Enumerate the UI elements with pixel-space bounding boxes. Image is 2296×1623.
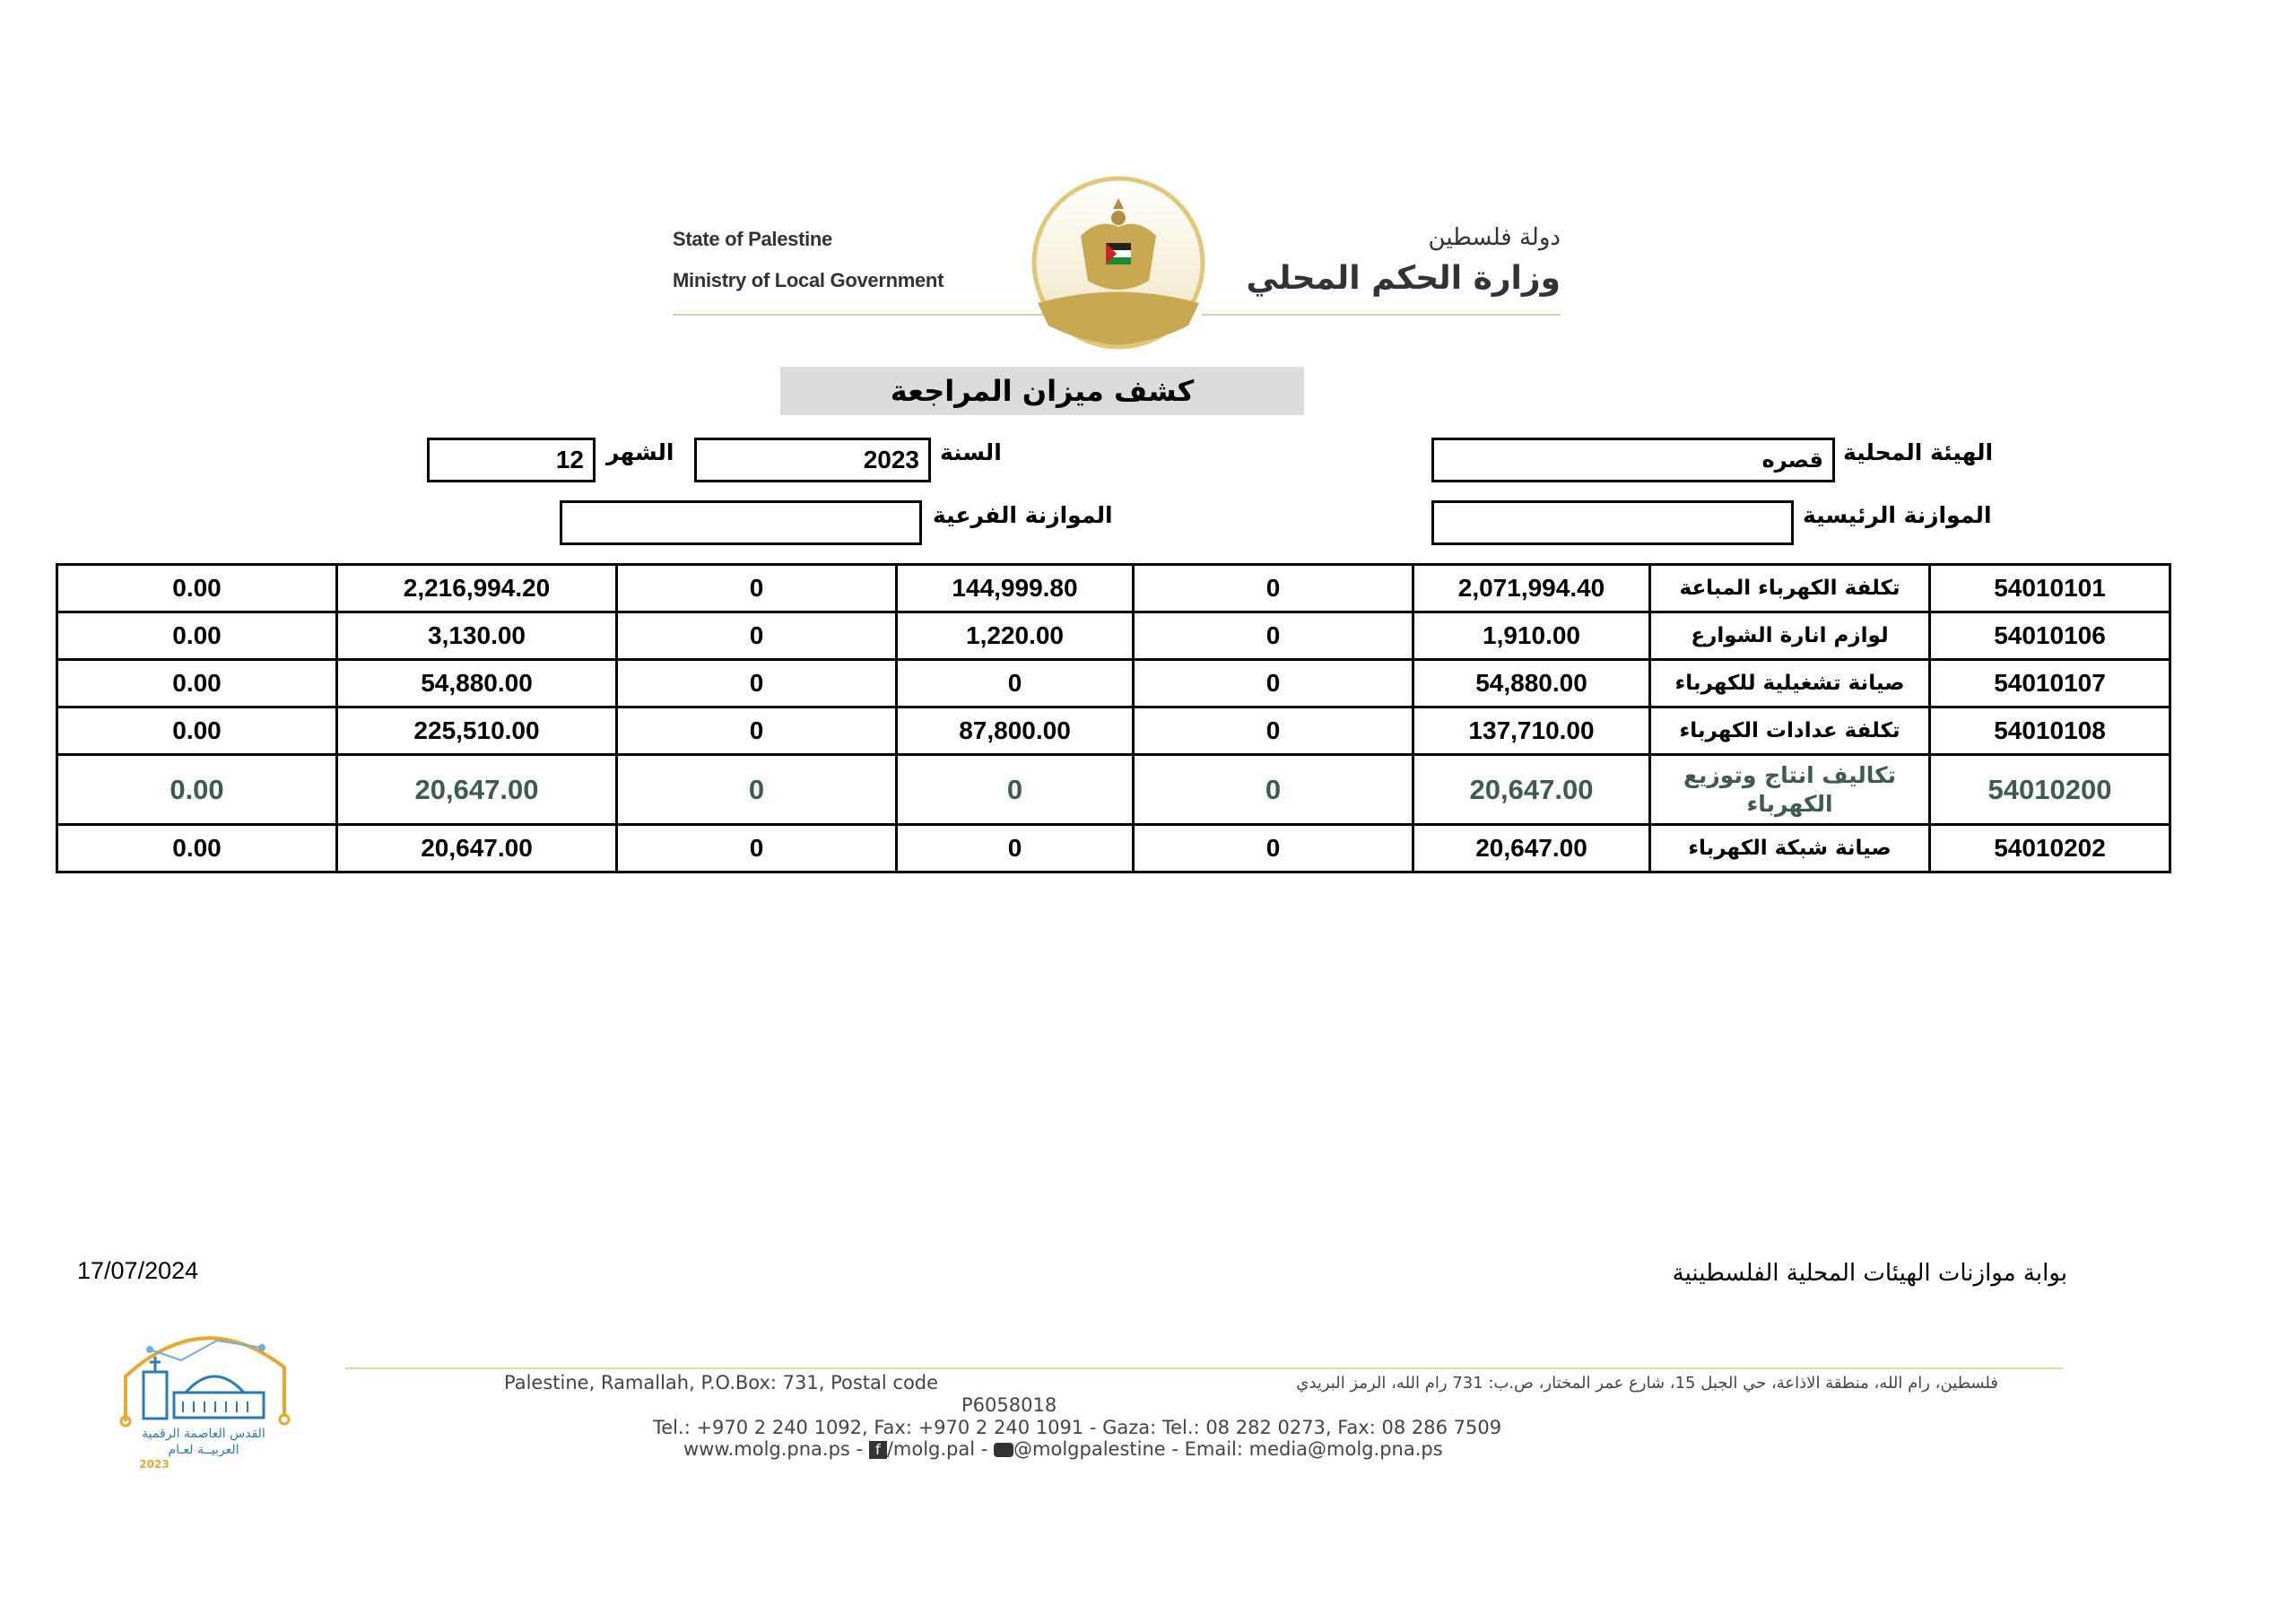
- account-code-cell: 54010200: [1930, 755, 2170, 825]
- amount-cell-c5: 225,510.00: [337, 707, 617, 755]
- address-en-line1: Palestine, Ramallah, P.O.Box: 731, Postal code: [504, 1372, 939, 1393]
- amount-cell-c6: 0.00: [57, 565, 337, 612]
- social-email-text: @molgpalestine - Email: media@molg.pna.ps: [1013, 1438, 1443, 1460]
- amount-cell-c6: 0.00: [57, 707, 337, 755]
- table-row: [57, 565, 2170, 612]
- amount-cell-c3: 0: [897, 660, 1134, 707]
- local-body-value: قصره: [1761, 447, 1823, 473]
- contact-phones: Tel.: +970 2 240 1092, Fax: +970 2 240 1091 - Gaza: Tel.: 08 282 0273, Fax: 08 286 7509: [653, 1417, 1502, 1438]
- header-ar-line2: وزارة الحكم المحلي: [1246, 260, 1561, 297]
- footer-rule: [345, 1367, 2063, 1369]
- account-code-cell: 54010106: [1930, 612, 2170, 660]
- amount-cell-c2: 0: [1134, 707, 1413, 755]
- account-name-cell: تكلفة الكهرباء المباعة: [1650, 565, 1930, 612]
- amount-cell-c5: 54,880.00: [337, 660, 617, 707]
- amount-cell-c3: 87,800.00: [897, 707, 1134, 755]
- header-ar-line1: دولة فلسطين: [1428, 224, 1561, 251]
- main-budget-field[interactable]: [1431, 500, 1794, 545]
- table-row: [57, 612, 2170, 660]
- header-rule-right: [1202, 314, 1561, 316]
- report-date: 17/07/2024: [77, 1257, 199, 1284]
- facebook-icon: f: [869, 1441, 887, 1459]
- jerusalem-digital-capital-logo: [100, 1314, 307, 1471]
- address-ar: فلسطين، رام الله، منطقة الاذاعة، حي الجبل 15، شارع عمر المختار، ص.ب: 731 رام الله، الرمز البريدي: [1296, 1374, 1998, 1393]
- amount-cell-c2: 0: [1134, 825, 1413, 872]
- account-name-cell: صيانة شبكة الكهرباء: [1650, 825, 1930, 872]
- header-rule-left: [673, 314, 1045, 316]
- amount-cell-c6: 0.00: [57, 825, 337, 872]
- amount-cell-c4: 0: [617, 825, 897, 872]
- local-body-field[interactable]: [1431, 438, 1835, 482]
- amount-cell-c1: 1,910.00: [1413, 612, 1650, 660]
- account-code-cell: 54010108: [1930, 707, 2170, 755]
- amount-cell-c5: 20,647.00: [337, 755, 617, 825]
- amount-cell-c2: 0: [1134, 612, 1413, 660]
- account-code-cell: 54010101: [1930, 565, 2170, 612]
- amount-cell-c5: 2,216,994.20: [337, 565, 617, 612]
- amount-cell-c2: 0: [1134, 660, 1413, 707]
- account-name-cell: لوازم انارة الشوارع: [1650, 612, 1930, 660]
- contact-web: [683, 1438, 1443, 1460]
- main-budget-label: الموازنة الرئيسية: [1803, 502, 1992, 528]
- header-en-line1: State of Palestine: [673, 228, 832, 250]
- amount-cell-c1: 20,647.00: [1413, 825, 1650, 872]
- amount-cell-c2: 0: [1134, 755, 1413, 825]
- amount-cell-c2: 0: [1134, 565, 1413, 612]
- amount-cell-c1: 20,647.00: [1413, 755, 1650, 825]
- account-code-cell: 54010107: [1930, 660, 2170, 707]
- youtube-icon: [994, 1443, 1013, 1457]
- table-row: [57, 660, 2170, 707]
- sub-budget-field[interactable]: [560, 500, 922, 545]
- logo-text-line1: القدس العاصمة الرقمية: [142, 1427, 265, 1441]
- amount-cell-c3: 1,220.00: [897, 612, 1134, 660]
- year-field[interactable]: [694, 438, 931, 482]
- table-row: [57, 755, 2170, 825]
- local-body-label: الهيئة المحلية: [1843, 439, 1994, 465]
- amount-cell-c6: 0.00: [57, 612, 337, 660]
- account-code-cell: 54010202: [1930, 825, 2170, 872]
- amount-cell-c1: 54,880.00: [1413, 660, 1650, 707]
- logo-year: 2023: [139, 1458, 170, 1471]
- table-row: [57, 825, 2170, 872]
- month-value: 12: [555, 446, 584, 473]
- report-title-box: [780, 367, 1304, 415]
- amount-cell-c6: 0.00: [57, 755, 337, 825]
- account-name-cell: صيانة تشغيلية للكهرباء: [1650, 660, 1930, 707]
- amount-cell-c1: 2,071,994.40: [1413, 565, 1650, 612]
- amount-cell-c5: 3,130.00: [337, 612, 617, 660]
- address-en-line2: P6058018: [961, 1394, 1057, 1416]
- amount-cell-c3: 0: [897, 755, 1134, 825]
- account-name-cell: تكاليف انتاج وتوزيع الكهرباء: [1650, 755, 1930, 825]
- amount-cell-c5: 20,647.00: [337, 825, 617, 872]
- header-en-line2: Ministry of Local Government: [673, 269, 944, 291]
- amount-cell-c1: 137,710.00: [1413, 707, 1650, 755]
- palestine-emblem-logo: [1027, 173, 1210, 352]
- trial-balance-table: [56, 563, 2171, 873]
- portal-name: بوابة موازنات الهيئات المحلية الفلسطينية: [1672, 1260, 2067, 1287]
- website-text: www.molg.pna.ps -: [683, 1438, 864, 1460]
- sub-budget-label: الموازنة الفرعية: [933, 502, 1113, 528]
- amount-cell-c4: 0: [617, 565, 897, 612]
- facebook-text: /molg.pal -: [886, 1438, 988, 1460]
- month-field[interactable]: [427, 438, 596, 482]
- amount-cell-c4: 0: [617, 755, 897, 825]
- month-label: الشهر: [606, 439, 674, 465]
- report-title: كشف ميزان المراجعة: [890, 374, 1195, 408]
- amount-cell-c4: 0: [617, 660, 897, 707]
- amount-cell-c6: 0.00: [57, 660, 337, 707]
- amount-cell-c4: 0: [617, 612, 897, 660]
- year-value: 2023: [863, 446, 919, 473]
- table-row: [57, 707, 2170, 755]
- amount-cell-c4: 0: [617, 707, 897, 755]
- account-name-cell: تكلفة عدادات الكهرباء: [1650, 707, 1930, 755]
- amount-cell-c3: 144,999.80: [897, 565, 1134, 612]
- year-label: السنة: [940, 439, 1002, 465]
- logo-text-line2: العربيــة لعـام: [168, 1443, 239, 1457]
- amount-cell-c3: 0: [897, 825, 1134, 872]
